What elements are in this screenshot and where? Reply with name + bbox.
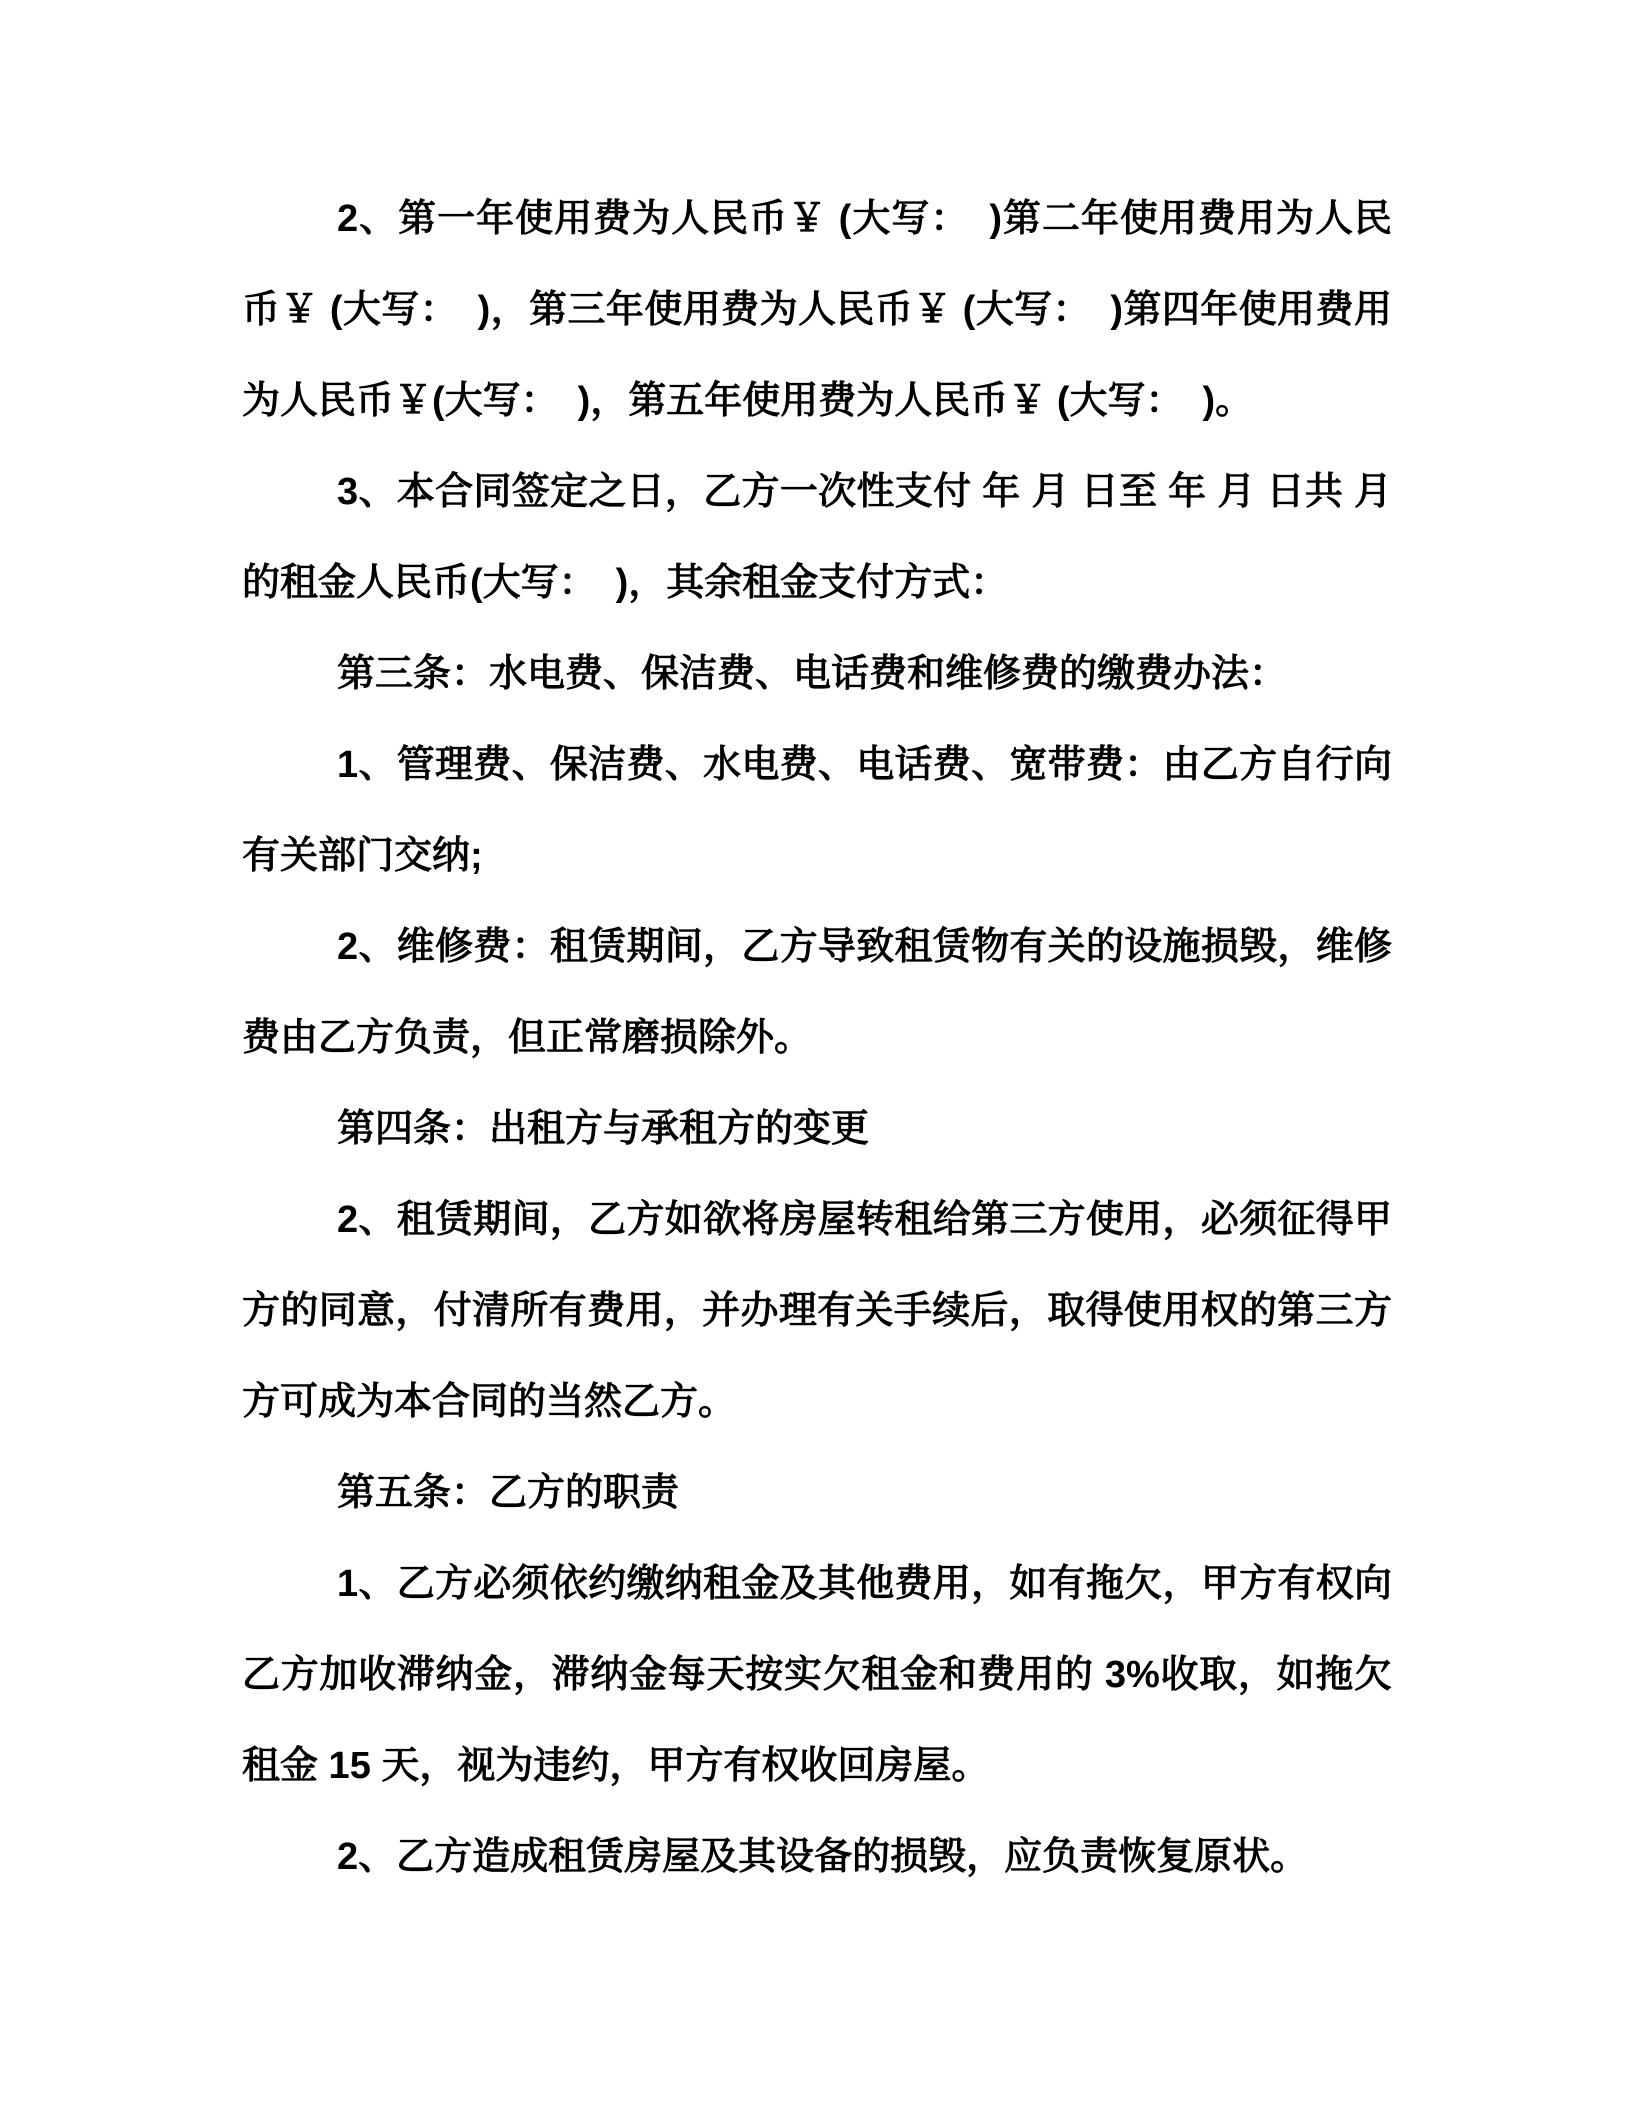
article3-item1-fees-paid-by-tenant: 1、管理费、保洁费、水电费、电话费、宽带费：由乙方自行向有关部门交纳; — [242, 744, 1392, 877]
article4-item2-sublease: 2、租赁期间，乙方如欲将房屋转租给第三方使用，必须征得甲方的同意，付清所有费用，并办理有关手续后，取得使用权的第三方方可成为本合同的当然乙方。 — [242, 1199, 1392, 1423]
article5-item2-damage-restoration: 2、乙方造成租赁房屋及其设备的损毁，应负责恢复原状。 — [337, 1836, 1309, 1878]
clause2-usage-fee-by-year: 2、第一年使用费为人民币￥ (大写： )第二年使用费用为人民币￥ (大写： )，第三年使用费为人民币￥ (大写： )第四年使用费用为人民币￥(大写： )，第五年使用费为人民币￥ (大写： )。 — [242, 198, 1392, 422]
article5-item1-rent-payment-late-fee: 1、乙方必须依约缴纳租金及其他费用，如有拖欠，甲方有权向乙方加收滞纳金，滞纳金每天按实欠租金和费用的 3%收取，如拖欠租金 15 天，视为违约，甲方有权收回房屋。 — [242, 1563, 1392, 1787]
article5-heading-tenant-duties: 第五条：乙方的职责 — [337, 1472, 680, 1514]
clause3-one-time-payment: 3、本合同签定之日，乙方一次性支付 年 月 日至 年 月 日共 月的租金人民币(大写： )，其余租金支付方式： — [242, 471, 1392, 604]
article3-heading-utilities-fees: 第三条：水电费、保洁费、电话费和维修费的缴费办法： — [337, 653, 1288, 695]
article3-item2-repair-fee: 2、维修费：租赁期间，乙方导致租赁物有关的设施损毁，维修费由乙方负责，但正常磨损除外。 — [242, 926, 1392, 1059]
article4-heading-party-change: 第四条：出租方与承租方的变更 — [337, 1108, 870, 1150]
